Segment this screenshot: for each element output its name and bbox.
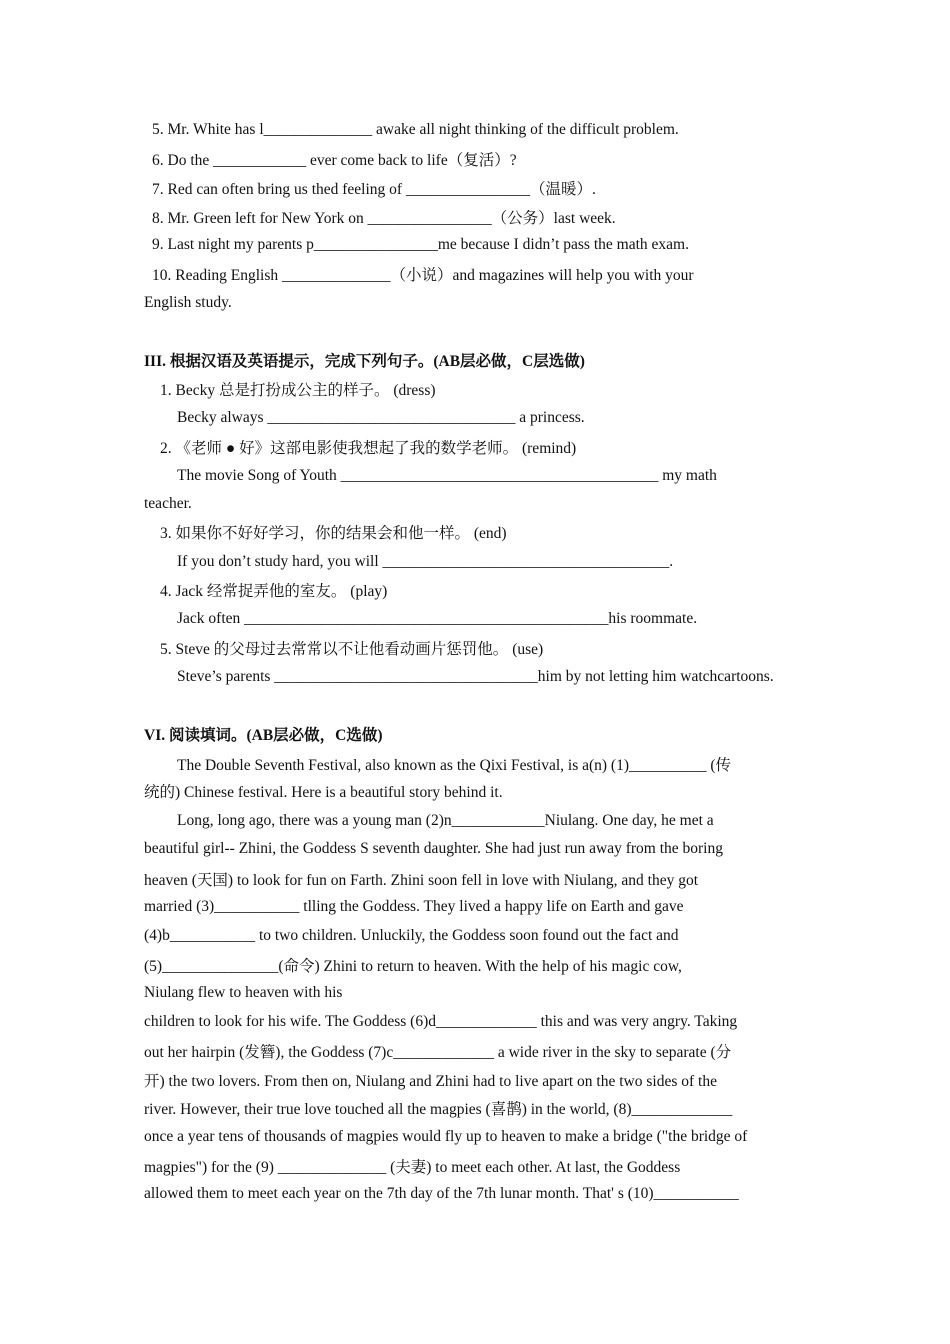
- sentence-3-prompt: 3. 如果你不好好学习，你的结果会和他一样。 (end): [160, 525, 507, 542]
- passage-line: allowed them to meet each year on the 7th day of the 7th lunar month. That' s (10)___________: [144, 1185, 739, 1202]
- sentence-3-blank: If you don’t study hard, you will _____________________________________.: [177, 553, 674, 570]
- passage-line: 开) the two lovers. From then on, Niulang and Zhini had to live apart on the two sides of the: [144, 1073, 717, 1090]
- question-10-cont: English study.: [144, 294, 232, 311]
- passage-line: children to look for his wife. The Goddess (6)d_____________ this and was very angry. Taking: [144, 1013, 738, 1030]
- sentence-5-blank: Steve’s parents __________________________________him by not letting him watchcartoons.: [177, 668, 774, 685]
- sentence-4-blank: Jack often _______________________________________________his roommate.: [177, 610, 698, 627]
- passage-line: (5)_______________(命令) Zhini to return to heaven. With the help of his magic cow,: [144, 958, 682, 975]
- sentence-4-prompt: 4. Jack 经常捉弄他的室友。 (play): [160, 583, 388, 600]
- sentence-1-blank: Becky always ________________________________ a princess.: [177, 409, 585, 426]
- passage-line: heaven (天国) to look for fun on Farth. Zhini soon fell in love with Niulang, and they got: [144, 872, 699, 889]
- question-10: 10. Reading English ______________（小说）and magazines will help you with your: [152, 267, 694, 284]
- passage-line: Long, long ago, there was a young man (2)n____________Niulang. One day, he met a: [177, 812, 714, 829]
- question-5: 5. Mr. White has l______________ awake all night thinking of the difficult problem.: [152, 121, 679, 138]
- passage-line: once a year tens of thousands of magpies would fly up to heaven to make a bridge ("the bridge of: [144, 1128, 748, 1145]
- passage-line: river. However, their true love touched all the magpies (喜鹊) in the world, (8)_____________: [144, 1101, 733, 1118]
- sentence-1-prompt: 1. Becky 总是打扮成公主的样子。 (dress): [160, 382, 436, 399]
- question-9: 9. Last night my parents p________________me because I didn’t pass the math exam.: [152, 236, 689, 253]
- sentence-2-cont: teacher.: [144, 495, 192, 512]
- passage-line: magpies") for the (9) ______________ (夫妻) to meet each other. At last, the Goddess: [144, 1159, 681, 1176]
- sentence-5-prompt: 5. Steve 的父母过去常常以不让他看动画片惩罚他。 (use): [160, 641, 544, 658]
- section-6-heading: VI. 阅读填词。(AB层必做，C选做): [144, 727, 383, 744]
- question-6: 6. Do the ____________ ever come back to life（复活）?: [152, 152, 517, 169]
- question-8: 8. Mr. Green left for New York on ________________（公务）last week.: [152, 210, 616, 227]
- sentence-2-prompt: 2. 《老师 ● 好》这部电影使我想起了我的数学老师。 (remind): [160, 440, 577, 457]
- sentence-2-blank: The movie Song of Youth _________________________________________ my math: [177, 467, 717, 484]
- passage-line: (4)b___________ to two children. Unluckily, the Goddess soon found out the fact and: [144, 927, 679, 944]
- passage-line: 统的) Chinese festival. Here is a beautiful story behind it.: [144, 784, 503, 801]
- passage-line: The Double Seventh Festival, also known as the Qixi Festival, is a(n) (1)__________ (传: [177, 757, 732, 774]
- passage-line: Niulang flew to heaven with his: [144, 984, 343, 1001]
- question-7: 7. Red can often bring us thed feeling of ________________（温暖）.: [152, 181, 596, 198]
- passage-line: out her hairpin (发簪), the Goddess (7)c_____________ a wide river in the sky to separate (分: [144, 1044, 732, 1061]
- section-3-heading: III. 根据汉语及英语提示，完成下列句子。(AB层必做，C层选做): [144, 353, 585, 370]
- passage-line: married (3)___________ tlling the Goddess. They lived a happy life on Earth and gave: [144, 898, 684, 915]
- passage-line: beautiful girl-- Zhini, the Goddess S seventh daughter. She had just run away from the boring: [144, 840, 723, 857]
